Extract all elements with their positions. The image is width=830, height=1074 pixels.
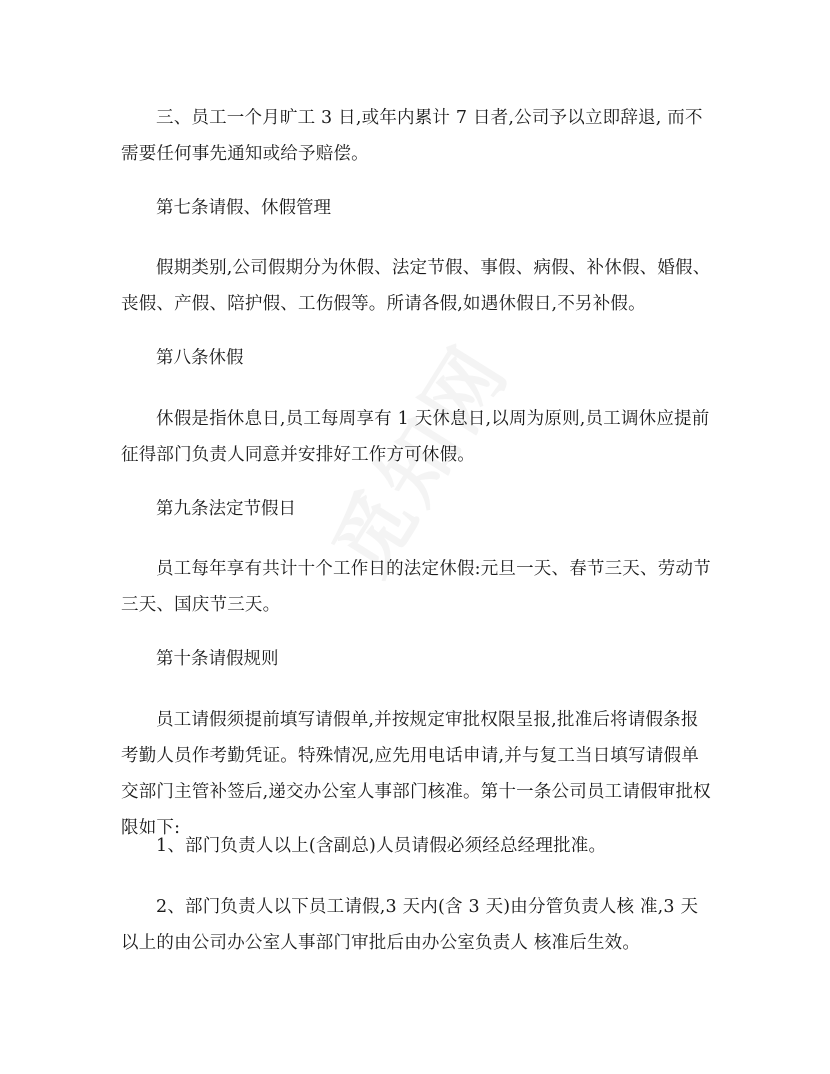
paragraph-absence-rule: 三、员工一个月旷工 3 日,或年内累计 7 日者,公司予以立即辞退, 而不需要任何事先通知或给予赔偿。 (121, 108, 703, 164)
heading-article-7: 第七条请假、休假管理 (156, 198, 331, 218)
heading-article-8: 第八条休假 (156, 348, 244, 368)
paragraph-leave-rules: 员工请假须提前填写请假单,并按规定审批权限呈报,批准后将请假条报考勤人员作考勤凭证。特殊情况,应先用电话申请,并与复工当日填写请假单交部门主管补签后,递交办公室人事部门核准。第十一条公司员工请假审批权限如下: (121, 710, 711, 838)
paragraph-rest-days: 休假是指休息日,员工每周享有 1 天休息日,以周为原则,员工调休应提前征得部门负责人同意并安排好工作方可休假。 (121, 409, 710, 465)
paragraph-statutory-holidays: 员工每年享有共计十个工作日的法定休假:元旦一天、春节三天、劳动节三天、国庆节三天。 (121, 559, 711, 615)
paragraph-approval-managers: 1、部门负责人以上(含副总)人员请假必须经总经理批准。 (156, 836, 607, 856)
paragraph-approval-staff: 2、部门负责人以下员工请假,3 天内(含 3 天)由分管负责人核 准,3 天以上的由公司办公室人事部门审批后由办公室负责人 核准后生效。 (121, 897, 699, 953)
heading-article-9: 第九条法定节假日 (156, 499, 296, 519)
paragraph-leave-types: 假期类别,公司假期分为休假、法定节假、事假、病假、补休假、婚假、丧假、产假、陪护假、工伤假等。所请各假,如遇休假日,不另补假。 (121, 258, 711, 314)
heading-article-10: 第十条请假规则 (156, 649, 279, 669)
